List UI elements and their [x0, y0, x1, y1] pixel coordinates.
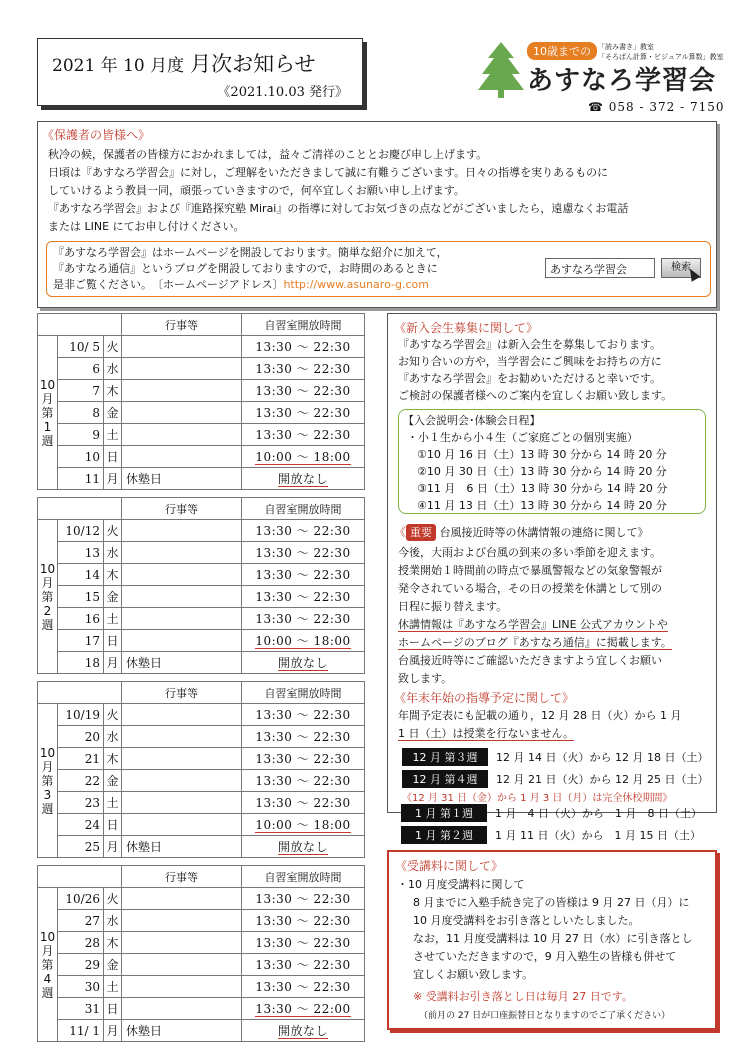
table-row — [38, 954, 365, 976]
event-cell — [122, 888, 242, 910]
day-cell: 日 — [104, 446, 122, 468]
text-line: 『あすなろ学習会』は新入会生を募集しております。 — [398, 338, 662, 351]
text-line: 授業開始１時間前の時点で暴風警報などの気象警報が — [398, 564, 662, 577]
event-cell — [122, 564, 242, 586]
event-cell — [122, 336, 242, 358]
date-cell: 10/12 — [58, 520, 104, 542]
events-header: 行事等 — [122, 498, 242, 520]
date-cell: 27 — [58, 910, 104, 932]
day-cell: 金 — [104, 770, 122, 792]
time-value: 13:30 ～ 22:30 — [255, 568, 351, 582]
yearend-week-row — [402, 770, 708, 788]
week-label-char: 週 — [41, 985, 54, 1000]
table-row — [38, 932, 365, 954]
week-label-char: 月 — [41, 943, 54, 958]
date-cell: 11 — [58, 468, 104, 490]
week-label-char: 週 — [41, 433, 54, 448]
time-cell — [242, 424, 365, 446]
typhoon-heading-text: 台風接近時等の休講情報の連絡に関して》 — [439, 526, 649, 539]
event-cell — [122, 520, 242, 542]
hp-line: 是非ご覧ください。 〔ホームページアドレス〕 — [53, 278, 284, 291]
text-line: なお，11 月度受講料は 10 月 27 日（水）に引き落とし — [413, 932, 693, 945]
time-value: 13:30 ～ 22:30 — [255, 752, 351, 766]
notice-body — [48, 146, 712, 236]
date-cell: 28 — [58, 932, 104, 954]
text-line: 休講情報は『あすなろ学習会』LINE 公式アカウントや — [398, 618, 668, 631]
session-title: 【入会説明会･体験会日程】 — [403, 414, 541, 427]
time-value: 13:30 ～ 22:30 — [255, 428, 351, 442]
time-value: 13:30 ～ 22:30 — [255, 524, 351, 538]
text-line: 致します。 — [398, 672, 453, 685]
session-box — [398, 409, 706, 514]
day-cell: 水 — [104, 910, 122, 932]
hours-header: 自習室開放時間 — [242, 498, 365, 520]
date-cell: 6 — [58, 358, 104, 380]
day-cell: 金 — [104, 586, 122, 608]
time-cell — [242, 976, 365, 998]
date-cell: 14 — [58, 564, 104, 586]
time-value: 13:30 ～ 22:30 — [255, 590, 351, 604]
table-row — [38, 542, 365, 564]
time-value: 13:30 ～ 22:30 — [255, 406, 351, 420]
time-value: 13:30 ～ 22:30 — [255, 340, 351, 354]
date-cell: 7 — [58, 380, 104, 402]
blank-header — [38, 498, 122, 520]
week-text: 12 月 14 日（火）から 12 月 18 日（土） — [496, 751, 709, 764]
day-cell: 月 — [104, 1020, 122, 1042]
week-table — [37, 497, 365, 674]
table-row — [38, 910, 365, 932]
date-cell: 21 — [58, 748, 104, 770]
week-label-char: 10 — [39, 929, 56, 944]
time-value: 13:30 ～ 22:30 — [255, 612, 351, 626]
text-line: 台風接近時等にご確認いただきますよう宜しくお願い — [398, 654, 662, 667]
date-cell: 11/ 1 — [58, 1020, 104, 1042]
session-item: ④11 月 13 日（土）13 時 30 分から 14 時 20 分 — [417, 499, 667, 512]
info-box — [387, 313, 717, 813]
time-value: 13:30 ～ 22:30 — [255, 936, 351, 950]
text-line: 『あすなろ学習会』をお勧めいただけると幸いです。 — [398, 372, 662, 385]
date-cell: 30 — [58, 976, 104, 998]
day-cell: 月 — [104, 652, 122, 674]
event-cell — [122, 424, 242, 446]
session-item: ①10 月 16 日（土）13 時 30 分から 14 時 20 分 — [417, 448, 667, 461]
time-value: 13:30 ～ 22:30 — [255, 958, 351, 972]
typhoon-heading — [394, 524, 649, 541]
time-cell — [242, 954, 365, 976]
event-cell — [122, 380, 242, 402]
week-text: 1 月 4 日（火）から 1 月 8 日（土） — [495, 807, 702, 820]
week-label: 12 月 第３週 — [402, 748, 488, 766]
time-cell — [242, 446, 365, 468]
date-cell: 8 — [58, 402, 104, 424]
time-cell — [242, 704, 365, 726]
time-cell — [242, 748, 365, 770]
day-cell: 木 — [104, 564, 122, 586]
week-label-char: 10 — [39, 561, 56, 576]
event-cell — [122, 792, 242, 814]
week-label-char: 10 — [39, 745, 56, 760]
date-cell: 29 — [58, 954, 104, 976]
date-cell: 10/19 — [58, 704, 104, 726]
table-row — [38, 586, 365, 608]
fee-small-note: （前月の 27 日が口座振替日となりますのでご了承ください） — [419, 1011, 671, 1021]
search-button[interactable]: 検索 — [661, 258, 701, 278]
date-cell: 20 — [58, 726, 104, 748]
logo-sub1: 「読み書き」教室 — [598, 43, 654, 51]
week-label-char: 1 — [43, 419, 52, 434]
date-cell: 10/ 5 — [58, 336, 104, 358]
event-cell — [122, 998, 242, 1020]
table-row — [38, 402, 365, 424]
day-cell: 火 — [104, 704, 122, 726]
time-cell — [242, 520, 365, 542]
event-cell — [122, 358, 242, 380]
text-line: ご検討の保護者様へのご案内を宜しくお願い致します。 — [398, 389, 673, 402]
session-list — [417, 446, 667, 514]
week-label: 1 月 第１週 — [401, 804, 487, 822]
text-line: 10 月度受講料をお引き落としいたしました。 — [413, 914, 640, 927]
time-value: 13:30 ～ 22:30 — [255, 362, 351, 376]
blank-header — [38, 314, 122, 336]
text-line: 宜しくお願い致します。 — [413, 968, 534, 981]
date-cell: 10/26 — [58, 888, 104, 910]
date-cell: 16 — [58, 608, 104, 630]
time-cell — [242, 792, 365, 814]
day-cell: 木 — [104, 748, 122, 770]
table-row — [38, 468, 365, 490]
school-logo — [470, 36, 730, 116]
event-cell — [122, 910, 242, 932]
week-table — [37, 681, 365, 858]
week-label-char: 週 — [41, 801, 54, 816]
time-value: 13:30 ～ 22:00 — [255, 1002, 351, 1016]
week-text: 12 月 21 日（火）から 12 月 25 日（土） — [496, 773, 709, 786]
day-cell: 日 — [104, 630, 122, 652]
time-cell — [242, 468, 365, 490]
week-label-char: 週 — [41, 617, 54, 632]
day-cell: 金 — [104, 402, 122, 424]
homepage-box — [46, 241, 711, 297]
day-cell: 木 — [104, 380, 122, 402]
table-row — [38, 704, 365, 726]
heading-bracket: 《 — [394, 525, 407, 539]
date-cell: 31 — [58, 998, 104, 1020]
time-cell — [242, 888, 365, 910]
time-value: 10:00 ～ 18:00 — [255, 818, 351, 832]
table-row — [38, 424, 365, 446]
time-cell — [242, 726, 365, 748]
session-item: ③11 月 6 日（土）13 時 30 分から 14 時 20 分 — [417, 482, 668, 495]
day-cell: 火 — [104, 336, 122, 358]
time-cell — [242, 402, 365, 424]
day-cell: 土 — [104, 792, 122, 814]
event-cell: 休塾日 — [122, 1020, 242, 1042]
time-value: 13:30 ～ 22:30 — [255, 980, 351, 994]
table-row — [38, 748, 365, 770]
day-cell: 日 — [104, 998, 122, 1020]
text-line: 8 月までに入塾手続き完了の皆様は 9 月 27 日（月）に — [413, 896, 690, 909]
hours-header: 自習室開放時間 — [242, 682, 365, 704]
events-header: 行事等 — [122, 866, 242, 888]
hp-line: 『あすなろ学習会』はホームページを開設しております。簡単な紹介に加えて， — [53, 246, 448, 259]
event-cell — [122, 814, 242, 836]
event-cell — [122, 770, 242, 792]
notice-line: 日頃は『あすなろ学習会』に対し，ご理解をいただきまして誠に有難うございます。日々の指導を実りあるものに — [48, 166, 609, 179]
event-cell — [122, 704, 242, 726]
yearend-week-row — [401, 826, 701, 844]
week-table — [37, 865, 365, 1042]
time-cell — [242, 564, 365, 586]
table-row — [38, 998, 365, 1020]
event-cell — [122, 586, 242, 608]
blank-header — [38, 682, 122, 704]
time-cell — [242, 998, 365, 1020]
event-cell — [122, 402, 242, 424]
hp-line: 『あすなろ通信』というブログを開設しておりますので，お時間のあるときに — [53, 262, 438, 275]
week-label-char: 月 — [41, 575, 54, 590]
event-cell — [122, 446, 242, 468]
day-cell: 土 — [104, 976, 122, 998]
search-input[interactable]: あすなろ学習会 — [545, 258, 655, 278]
day-cell: 金 — [104, 954, 122, 976]
time-cell — [242, 542, 365, 564]
page-title — [52, 48, 315, 78]
table-row — [38, 652, 365, 674]
date-cell: 15 — [58, 586, 104, 608]
text-line: 今後，大雨および台風の到来の多い季節を迎えます。 — [398, 546, 662, 559]
week-table — [37, 313, 365, 490]
time-cell — [242, 1020, 365, 1042]
notice-line: または LINE にてお申し付けください。 — [48, 220, 245, 233]
hours-header: 自習室開放時間 — [242, 314, 365, 336]
date-cell: 24 — [58, 814, 104, 836]
new-members-text — [398, 336, 672, 404]
table-row — [38, 976, 365, 998]
time-cell — [242, 336, 365, 358]
time-cell — [242, 814, 365, 836]
time-cell — [242, 836, 365, 858]
day-cell: 月 — [104, 836, 122, 858]
time-value: 13:30 ～ 22:30 — [255, 730, 351, 744]
time-cell — [242, 608, 365, 630]
table-row — [38, 380, 365, 402]
table-row — [38, 608, 365, 630]
event-cell — [122, 954, 242, 976]
date-cell: 23 — [58, 792, 104, 814]
day-cell: 火 — [104, 888, 122, 910]
homepage-text — [53, 245, 448, 293]
important-tag: 重要 — [406, 524, 436, 541]
holiday-note: 《12 月 31 日（金）から 1 月 3 日（月）は完全休校期間》 — [402, 793, 673, 804]
date-cell: 10 — [58, 446, 104, 468]
time-value: 開放なし — [277, 656, 328, 670]
week-label-char: 10 — [39, 377, 56, 392]
time-value: 13:30 ～ 22:30 — [255, 546, 351, 560]
week-label-char: 3 — [43, 787, 52, 802]
day-cell: 火 — [104, 520, 122, 542]
day-cell: 土 — [104, 424, 122, 446]
time-cell — [242, 358, 365, 380]
day-cell: 日 — [104, 814, 122, 836]
time-value: 開放なし — [277, 1024, 328, 1038]
date-cell: 22 — [58, 770, 104, 792]
table-row — [38, 336, 365, 358]
time-cell — [242, 932, 365, 954]
yearend-week-row — [402, 748, 708, 766]
logo-badge: 10歳までの — [527, 42, 597, 60]
week-label — [38, 336, 58, 490]
events-header: 行事等 — [122, 314, 242, 336]
text-line: 年間予定表にも記載の通り，12 月 28 日（火）から 1 月 — [398, 709, 682, 722]
day-cell: 水 — [104, 542, 122, 564]
table-row — [38, 520, 365, 542]
table-row — [38, 836, 365, 858]
session-item: ②10 月 30 日（土）13 時 30 分から 14 時 20 分 — [417, 465, 667, 478]
week-label — [38, 888, 58, 1042]
time-value: 13:30 ～ 22:30 — [255, 774, 351, 788]
time-value: 13:30 ～ 22:30 — [255, 892, 351, 906]
event-cell — [122, 748, 242, 770]
table-row — [38, 888, 365, 910]
table-row — [38, 358, 365, 380]
phone-number: ☎ 058 - 372 - 7150 — [588, 100, 725, 114]
typhoon-text — [398, 544, 672, 688]
yearend-week-row — [401, 804, 702, 822]
time-cell — [242, 652, 365, 674]
text-line: ホームページのブログ『あすなろ通信』に掲載します。 — [398, 636, 672, 649]
time-value: 13:30 ～ 22:30 — [255, 914, 351, 928]
time-value: 13:30 ～ 22:30 — [255, 384, 351, 398]
text-line: お知り合いの方や，当学習会にご興味をお持ちの方に — [398, 355, 662, 368]
event-cell: 休塾日 — [122, 652, 242, 674]
logo-sub2: 「そろばん計算・ビジュアル算数」教室 — [598, 53, 724, 61]
week-label-char: 4 — [43, 971, 52, 986]
fee-box — [387, 850, 717, 1030]
day-cell: 土 — [104, 608, 122, 630]
event-cell — [122, 608, 242, 630]
date-cell: 13 — [58, 542, 104, 564]
date-cell: 9 — [58, 424, 104, 446]
week-label-char: 第 — [41, 773, 54, 788]
time-cell — [242, 630, 365, 652]
week-label-char: 第 — [41, 957, 54, 972]
time-cell — [242, 586, 365, 608]
notice-line: していけるよう教員一同，頑張っていきますので，何卒宜しくお願い申し上げます。 — [48, 184, 465, 197]
week-label-char: 月 — [41, 391, 54, 406]
title-box — [37, 38, 363, 106]
fee-text — [413, 894, 692, 984]
time-cell — [242, 380, 365, 402]
time-cell — [242, 770, 365, 792]
notice-line: 秋冷の候，保護者の皆様方におかれましては，益々ご清祥のこととお慶び申し上げます。 — [48, 148, 488, 161]
table-row — [38, 770, 365, 792]
time-value: 10:00 ～ 18:00 — [255, 634, 351, 648]
events-header: 行事等 — [122, 682, 242, 704]
week-text: 1 月 11 日（火）から 1 月 15 日（土） — [495, 829, 701, 842]
notice-line: 『あすなろ学習会』および『進路探究塾 Mirai』の指導に対してお気づきの点などがございましたら，遠慮なくお電話 — [48, 202, 629, 215]
issue-date: 《2021.10.03 発行》 — [217, 85, 348, 100]
week-label: 1 月 第２週 — [401, 826, 487, 844]
week-label-char: 第 — [41, 589, 54, 604]
date-cell: 18 — [58, 652, 104, 674]
title-month: 2021 年 10 月度 — [52, 56, 185, 76]
week-label — [38, 704, 58, 858]
table-row — [38, 446, 365, 468]
tree-icon — [478, 42, 524, 98]
notice-box — [37, 121, 717, 308]
day-cell: 木 — [104, 932, 122, 954]
week-label-char: 第 — [41, 405, 54, 420]
logo-name: あすなろ学習会 — [527, 66, 717, 96]
week-label-char: 月 — [41, 759, 54, 774]
event-cell — [122, 932, 242, 954]
session-target: ・小１生から小４生（ご家庭ごとの個別実施） — [407, 431, 638, 444]
notice-heading: 《保護者の皆様へ》 — [42, 128, 151, 142]
table-row — [38, 630, 365, 652]
fee-heading: 《受講料に関して》 — [395, 859, 504, 873]
week-label — [38, 520, 58, 674]
new-members-heading: 《新入会生募集に関して》 — [394, 321, 539, 335]
event-cell: 休塾日 — [122, 836, 242, 858]
event-cell — [122, 976, 242, 998]
time-value: 10:00 ～ 18:00 — [255, 450, 351, 464]
week-label: 12 月 第４週 — [402, 770, 488, 788]
date-cell: 17 — [58, 630, 104, 652]
fee-item: ・10 月度受講料に関して — [397, 878, 525, 891]
week-label-char: 2 — [43, 603, 52, 618]
time-value: 13:30 ～ 22:30 — [255, 796, 351, 810]
text-line: 発令されている場合，その日の授業を休講として別の — [398, 582, 662, 595]
table-row — [38, 564, 365, 586]
day-cell: 水 — [104, 726, 122, 748]
yearend-text — [398, 707, 681, 743]
table-row — [38, 726, 365, 748]
fee-note: ※ 受講料お引き落とし日は毎月 27 日です。 — [413, 990, 633, 1003]
date-cell: 25 — [58, 836, 104, 858]
text-line: 1 日（土）は授業を行ないません。 — [398, 727, 575, 740]
time-value: 13:30 ～ 22:30 — [255, 708, 351, 722]
day-cell: 水 — [104, 358, 122, 380]
time-cell — [242, 910, 365, 932]
table-row — [38, 792, 365, 814]
blank-header — [38, 866, 122, 888]
day-cell: 月 — [104, 468, 122, 490]
table-row — [38, 814, 365, 836]
event-cell — [122, 542, 242, 564]
title-text: 月次お知らせ — [190, 52, 316, 76]
text-line: 日程に振り替えます。 — [398, 600, 508, 613]
table-row — [38, 1020, 365, 1042]
time-value: 開放なし — [277, 840, 328, 854]
hours-header: 自習室開放時間 — [242, 866, 365, 888]
text-line: させていただきますので，9 月入塾生の皆様も併せて — [413, 950, 677, 963]
event-cell: 休塾日 — [122, 468, 242, 490]
yearend-heading: 《年末年始の指導予定に関して》 — [394, 691, 575, 705]
event-cell — [122, 630, 242, 652]
time-value: 開放なし — [277, 472, 328, 486]
event-cell — [122, 726, 242, 748]
homepage-url[interactable]: http://www.asunaro-g.com — [283, 278, 429, 291]
